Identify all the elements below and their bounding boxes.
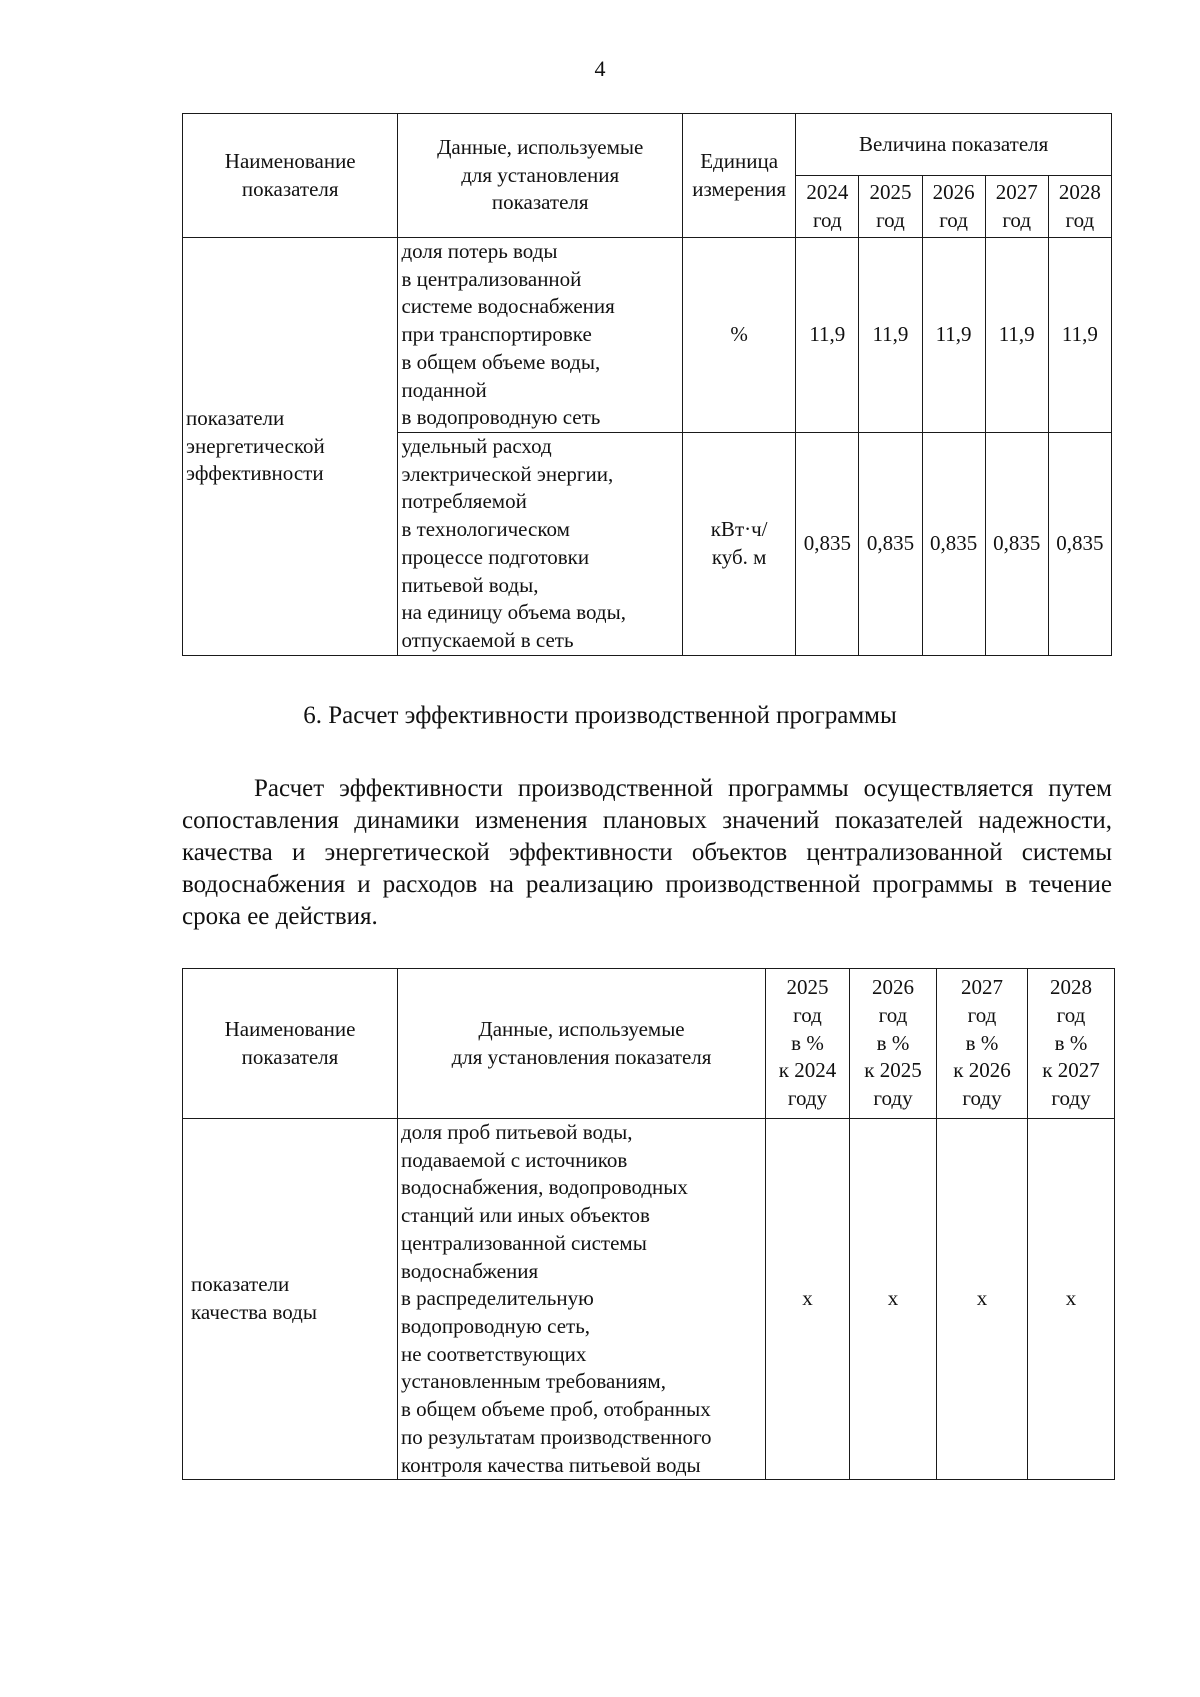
table-row: [183, 1119, 1115, 1480]
indicator-group-name: показатели качества воды: [183, 1119, 398, 1480]
header-period-2028: 2028 год в % к 2027 году: [1028, 969, 1115, 1119]
header-period-2027: 2027 год в % к 2026 году: [937, 969, 1028, 1119]
row-value-2028: х: [1028, 1119, 1115, 1480]
header-data-used: Данные, используемые для установления показателя: [398, 969, 766, 1119]
indicators-table: [182, 113, 1112, 656]
row-value-2024: 0,835: [796, 433, 859, 656]
header-indicator-name: Наименование показателя: [183, 969, 398, 1119]
row-value-2028: 0,835: [1048, 433, 1111, 656]
row-unit: кВт·ч/ куб. м: [683, 433, 796, 656]
row-unit: %: [683, 238, 796, 433]
row-value-2025: 11,9: [859, 238, 922, 433]
body-paragraph: Расчет эффективности производственной программы осуществляется путем сопоставления динамики изменения плановых значений показателей надежности, качества и энергетической эффективности объектов централизованной системы водоснабжения и расходов на реализацию производственной программы в течение срока ее действия.: [182, 775, 1112, 930]
row-value-2026: 0,835: [922, 433, 985, 656]
row-value-2027: х: [937, 1119, 1028, 1480]
row-data-description: удельный расход электрической энергии, потребляемой в технологическом процессе подготовки питьевой воды, на единицу объема воды, отпускаемой в сеть: [398, 433, 683, 656]
row-value-2028: 11,9: [1048, 238, 1111, 433]
row-value-2025: х: [766, 1119, 850, 1480]
header-year-2026: 2026 год: [922, 176, 985, 238]
indicator-group-name: показатели энергетической эффективности: [183, 238, 398, 656]
header-indicator-name: Наименование показателя: [183, 114, 398, 238]
row-data-description: доля потерь воды в централизованной системе водоснабжения при транспортировке в общем объеме воды, поданной в водопроводную сеть: [398, 238, 683, 433]
page-number: 4: [594, 56, 606, 81]
section-heading: 6. Расчет эффективности производственной программы: [303, 702, 897, 729]
header-unit: Единица измерения: [683, 114, 796, 238]
header-value-group: Величина показателя: [796, 114, 1112, 176]
row-value-2026: х: [850, 1119, 937, 1480]
row-value-2025: 0,835: [859, 433, 922, 656]
header-data-used: Данные, используемые для установления показателя: [398, 114, 683, 238]
header-period-2025: 2025 год в % к 2024 году: [766, 969, 850, 1119]
table-row: [183, 238, 1112, 433]
header-year-2027: 2027 год: [985, 176, 1048, 238]
header-year-2025: 2025 год: [859, 176, 922, 238]
header-year-2024: 2024 год: [796, 176, 859, 238]
row-data-description: доля проб питьевой воды, подаваемой с источников водоснабжения, водопроводных станций или иных объектов централизованной системы водоснабжения в распределительную водопроводную сеть, не соответствующих установленным требованиям, в общем объеме проб, отобранных по результатам производственного контроля качества питьевой воды: [398, 1119, 766, 1480]
header-period-2026: 2026 год в % к 2025 году: [850, 969, 937, 1119]
row-value-2024: 11,9: [796, 238, 859, 433]
row-value-2027: 0,835: [985, 433, 1048, 656]
row-value-2027: 11,9: [985, 238, 1048, 433]
header-year-2028: 2028 год: [1048, 176, 1111, 238]
row-value-2026: 11,9: [922, 238, 985, 433]
efficiency-table: [182, 968, 1115, 1480]
